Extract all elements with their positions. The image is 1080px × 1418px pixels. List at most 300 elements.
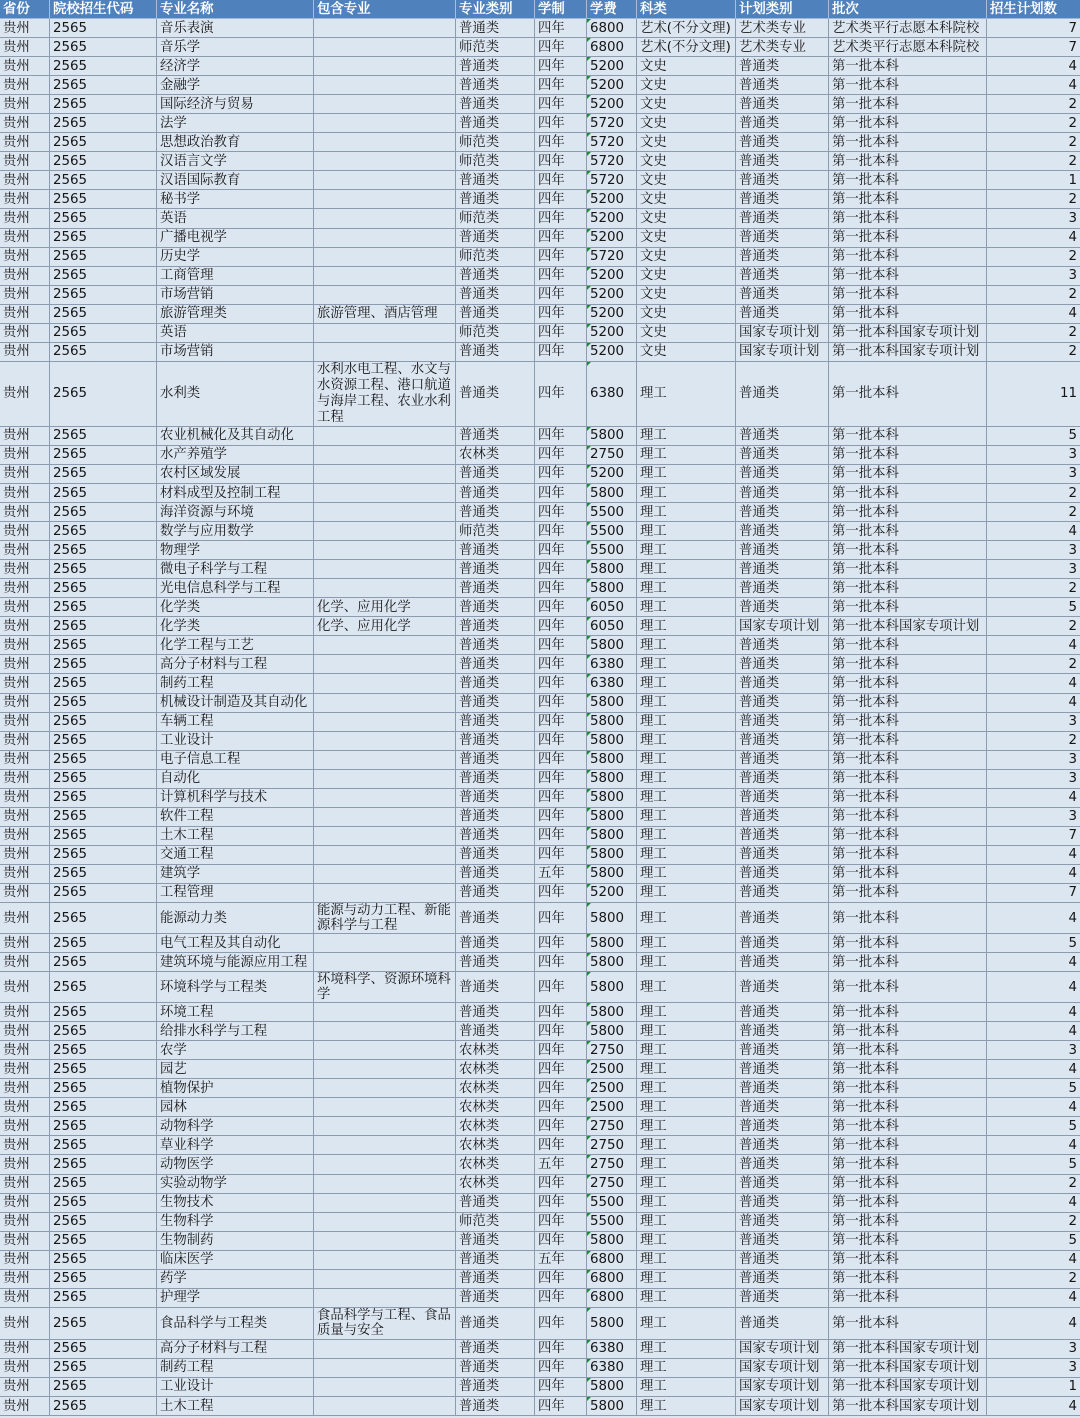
cell-tuition: 5800 (587, 903, 637, 933)
cell-subject-track: 文史 (637, 190, 736, 208)
cell-plan-type: 普通类 (736, 674, 829, 692)
cell-tuition: 5800 (587, 846, 637, 864)
cell-province: 贵州 (0, 953, 50, 971)
cell-province: 贵州 (0, 76, 50, 94)
cell-school-code: 2565 (50, 305, 157, 323)
cell-province: 贵州 (0, 617, 50, 635)
cell-study-length: 四年 (535, 953, 587, 971)
cell-major-category: 普通类 (456, 846, 535, 864)
cell-plan-count: 2 (1068, 1176, 1077, 1192)
cell-plan-count: 3 (1068, 466, 1077, 482)
cell-plan-count: 4 (1068, 637, 1077, 653)
cell-subject-track: 理工 (637, 1194, 736, 1212)
cell-included-majors (314, 171, 456, 189)
table-row (0, 1175, 1080, 1194)
cell-plan-type: 普通类 (736, 267, 829, 285)
cell-subject-track: 理工 (637, 884, 736, 902)
cell-admission-batch: 第一批本科 (829, 655, 987, 673)
cell-study-length: 四年 (535, 1060, 587, 1078)
cell-plan-count: 4 (1068, 1137, 1077, 1153)
table-row (0, 1079, 1080, 1098)
cell-plan-type: 普通类 (736, 1117, 829, 1135)
cell-study-length: 四年 (535, 95, 587, 113)
cell-tuition: 5800 (587, 713, 637, 731)
cell-major-name: 园林 (157, 1098, 314, 1116)
table-row (0, 76, 1080, 95)
cell-school-code: 2565 (50, 1289, 157, 1307)
cell-plan-count: 4 (1068, 1099, 1077, 1115)
cell-admission-batch: 第一批本科 (829, 953, 987, 971)
cell-included-majors (314, 1175, 456, 1193)
cell-major-name: 生物科学 (157, 1213, 314, 1231)
cell-included-majors (314, 770, 456, 788)
cell-study-length: 四年 (535, 713, 587, 731)
cell-subject-track: 理工 (637, 732, 736, 750)
table-row (0, 846, 1080, 865)
cell-major-name: 材料成型及控制工程 (157, 484, 314, 502)
cell-admission-batch: 第一批本科 (829, 713, 987, 731)
cell-tuition: 5200 (587, 229, 637, 247)
cell-major-category: 普通类 (456, 789, 535, 807)
cell-school-code: 2565 (50, 655, 157, 673)
cell-subject-track: 理工 (637, 1308, 736, 1339)
cell-plan-type: 普通类 (736, 229, 829, 247)
cell-subject-track: 理工 (637, 972, 736, 1002)
cell-plan-type: 国家专项计划 (736, 1378, 829, 1396)
table-row (0, 865, 1080, 884)
cell-plan-type: 国家专项计划 (736, 324, 829, 342)
cell-province: 贵州 (0, 1397, 50, 1415)
cell-admission-batch: 第一批本科 (829, 133, 987, 151)
cell-tuition: 5800 (587, 827, 637, 845)
header-major-category: 专业类别 (456, 0, 535, 18)
cell-major-category: 普通类 (456, 57, 535, 75)
cell-school-code: 2565 (50, 152, 157, 170)
cell-subject-track: 理工 (637, 827, 736, 845)
cell-province: 贵州 (0, 1251, 50, 1269)
cell-major-name: 广播电视学 (157, 229, 314, 247)
cell-plan-count: 3 (1068, 268, 1077, 284)
cell-admission-batch: 第一批本科 (829, 1251, 987, 1269)
cell-tuition: 5200 (587, 465, 637, 483)
cell-major-name: 电子信息工程 (157, 751, 314, 769)
cell-school-code: 2565 (50, 1232, 157, 1250)
cell-study-length: 四年 (535, 598, 587, 616)
table-row (0, 484, 1080, 503)
cell-plan-type: 普通类 (736, 770, 829, 788)
cell-admission-batch: 第一批本科 (829, 789, 987, 807)
cell-major-category: 普通类 (456, 465, 535, 483)
cell-province: 贵州 (0, 1041, 50, 1059)
cell-province: 贵州 (0, 19, 50, 37)
cell-plan-type: 普通类 (736, 579, 829, 597)
cell-tuition: 5720 (587, 152, 637, 170)
cell-included-majors (314, 152, 456, 170)
cell-province: 贵州 (0, 1175, 50, 1193)
cell-tuition: 5800 (587, 865, 637, 883)
cell-plan-count: 7 (1068, 39, 1077, 55)
cell-tuition: 5200 (587, 324, 637, 342)
cell-included-majors: 食品科学与工程、食品质量与安全 (314, 1308, 456, 1339)
cell-plan-count: 5 (1068, 1157, 1077, 1172)
cell-plan-count: 3 (1068, 210, 1077, 226)
cell-plan-count: 3 (1068, 752, 1077, 768)
cell-major-category: 普通类 (456, 362, 535, 426)
table-row (0, 286, 1080, 305)
table-row (0, 636, 1080, 655)
cell-school-code: 2565 (50, 267, 157, 285)
cell-plan-type: 普通类 (736, 972, 829, 1002)
cell-admission-batch: 第一批本科 (829, 674, 987, 692)
cell-admission-batch: 第一批本科国家专项计划 (829, 343, 987, 361)
cell-plan-type: 普通类 (736, 541, 829, 559)
cell-major-category: 普通类 (456, 1232, 535, 1250)
cell-province: 贵州 (0, 248, 50, 266)
cell-plan-type: 普通类 (736, 248, 829, 266)
cell-subject-track: 理工 (637, 751, 736, 769)
cell-plan-type: 普通类 (736, 694, 829, 712)
table-row (0, 465, 1080, 484)
cell-tuition: 6800 (587, 19, 637, 37)
cell-study-length: 四年 (535, 903, 587, 933)
cell-plan-count: 3 (1068, 1042, 1077, 1058)
cell-major-category: 普通类 (456, 579, 535, 597)
cell-admission-batch: 第一批本科国家专项计划 (829, 1397, 987, 1415)
cell-admission-batch: 第一批本科 (829, 95, 987, 113)
cell-plan-type: 普通类 (736, 1213, 829, 1231)
table-row (0, 343, 1080, 362)
cell-subject-track: 文史 (637, 152, 736, 170)
cell-plan-type: 普通类 (736, 76, 829, 94)
cell-major-name: 经济学 (157, 57, 314, 75)
cell-province: 贵州 (0, 1359, 50, 1377)
table-row (0, 953, 1080, 972)
cell-admission-batch: 第一批本科 (829, 934, 987, 952)
cell-included-majors (314, 114, 456, 132)
cell-tuition: 5200 (587, 305, 637, 323)
cell-major-name: 水产养殖学 (157, 446, 314, 464)
cell-subject-track: 文史 (637, 343, 736, 361)
cell-province: 贵州 (0, 808, 50, 826)
cell-school-code: 2565 (50, 770, 157, 788)
cell-study-length: 四年 (535, 343, 587, 361)
cell-included-majors: 旅游管理、酒店管理 (314, 305, 456, 323)
cell-plan-count: 5 (1068, 1118, 1077, 1134)
cell-tuition: 5800 (587, 579, 637, 597)
cell-included-majors (314, 503, 456, 521)
cell-school-code: 2565 (50, 229, 157, 247)
cell-included-majors (314, 846, 456, 864)
cell-major-category: 农林类 (456, 1117, 535, 1135)
header-tuition: 学费 (587, 0, 637, 18)
cell-subject-track: 理工 (637, 560, 736, 578)
cell-major-name: 园艺 (157, 1060, 314, 1078)
cell-included-majors (314, 229, 456, 247)
table-row (0, 903, 1080, 934)
cell-major-category: 农林类 (456, 1041, 535, 1059)
cell-admission-batch: 第一批本科 (829, 1060, 987, 1078)
cell-included-majors (314, 1079, 456, 1097)
cell-school-code: 2565 (50, 674, 157, 692)
cell-province: 贵州 (0, 114, 50, 132)
table-row (0, 1194, 1080, 1213)
cell-plan-type: 普通类 (736, 465, 829, 483)
cell-major-category: 普通类 (456, 1270, 535, 1288)
cell-plan-count: 2 (1068, 344, 1077, 360)
cell-subject-track: 理工 (637, 465, 736, 483)
cell-included-majors (314, 1194, 456, 1212)
cell-major-name: 自动化 (157, 770, 314, 788)
cell-tuition: 6800 (587, 38, 637, 56)
cell-major-category: 普通类 (456, 1308, 535, 1339)
cell-included-majors (314, 751, 456, 769)
cell-admission-batch: 第一批本科 (829, 1041, 987, 1059)
cell-included-majors (314, 789, 456, 807)
cell-included-majors (314, 884, 456, 902)
cell-major-category: 普通类 (456, 732, 535, 750)
cell-school-code: 2565 (50, 427, 157, 445)
cell-plan-type: 普通类 (736, 209, 829, 227)
cell-plan-type: 普通类 (736, 1251, 829, 1269)
cell-tuition: 2500 (587, 1098, 637, 1116)
cell-major-name: 秘书学 (157, 190, 314, 208)
cell-study-length: 四年 (535, 1359, 587, 1377)
cell-included-majors (314, 1003, 456, 1021)
cell-subject-track: 理工 (637, 789, 736, 807)
cell-plan-count: 2 (1068, 134, 1077, 150)
cell-major-category: 农林类 (456, 1175, 535, 1193)
cell-subject-track: 理工 (637, 636, 736, 654)
cell-included-majors (314, 1270, 456, 1288)
table-row (0, 827, 1080, 846)
cell-subject-track: 理工 (637, 1251, 736, 1269)
cell-subject-track: 理工 (637, 503, 736, 521)
table-row (0, 1340, 1080, 1359)
cell-tuition: 2750 (587, 446, 637, 464)
cell-major-category: 普通类 (456, 305, 535, 323)
cell-major-name: 软件工程 (157, 808, 314, 826)
cell-plan-count: 3 (1068, 542, 1077, 558)
cell-admission-batch: 第一批本科 (829, 465, 987, 483)
cell-major-name: 环境科学与工程类 (157, 972, 314, 1002)
table-row (0, 808, 1080, 827)
cell-plan-type: 普通类 (736, 1060, 829, 1078)
table-row (0, 95, 1080, 114)
cell-major-category: 普通类 (456, 560, 535, 578)
cell-included-majors (314, 522, 456, 540)
cell-school-code: 2565 (50, 1175, 157, 1193)
table-row (0, 229, 1080, 248)
cell-school-code: 2565 (50, 76, 157, 94)
cell-province: 贵州 (0, 286, 50, 304)
cell-school-code: 2565 (50, 1060, 157, 1078)
cell-tuition: 5800 (587, 1022, 637, 1040)
cell-study-length: 四年 (535, 1003, 587, 1021)
cell-plan-type: 普通类 (736, 286, 829, 304)
cell-study-length: 五年 (535, 1251, 587, 1269)
cell-admission-batch: 艺术类平行志愿本科院校 (829, 19, 987, 37)
cell-tuition: 6050 (587, 598, 637, 616)
cell-tuition: 5800 (587, 953, 637, 971)
cell-major-category: 普通类 (456, 808, 535, 826)
cell-plan-count: 2 (1068, 504, 1077, 520)
cell-plan-type: 普通类 (736, 1041, 829, 1059)
cell-included-majors (314, 541, 456, 559)
cell-subject-track: 理工 (637, 808, 736, 826)
table-row (0, 305, 1080, 324)
cell-tuition: 5200 (587, 190, 637, 208)
cell-major-category: 普通类 (456, 95, 535, 113)
header-admission-batch: 批次 (829, 0, 987, 18)
cell-major-name: 音乐学 (157, 38, 314, 56)
cell-study-length: 四年 (535, 19, 587, 37)
cell-province: 贵州 (0, 343, 50, 361)
cell-province: 贵州 (0, 1289, 50, 1307)
cell-major-name: 动物医学 (157, 1155, 314, 1173)
cell-included-majors (314, 1289, 456, 1307)
cell-major-category: 师范类 (456, 324, 535, 342)
cell-major-name: 能源动力类 (157, 903, 314, 933)
cell-plan-type: 普通类 (736, 95, 829, 113)
cell-province: 贵州 (0, 846, 50, 864)
cell-subject-track: 理工 (637, 1003, 736, 1021)
table-row (0, 1308, 1080, 1340)
cell-study-length: 四年 (535, 541, 587, 559)
cell-tuition: 5500 (587, 503, 637, 521)
cell-subject-track: 理工 (637, 1175, 736, 1193)
cell-province: 贵州 (0, 427, 50, 445)
cell-major-name: 市场营销 (157, 286, 314, 304)
cell-plan-count: 2 (1068, 1271, 1077, 1287)
cell-tuition: 5200 (587, 286, 637, 304)
cell-major-category: 普通类 (456, 884, 535, 902)
cell-study-length: 四年 (535, 827, 587, 845)
cell-included-majors (314, 133, 456, 151)
cell-study-length: 四年 (535, 617, 587, 635)
cell-major-name: 农业机械化及其自动化 (157, 427, 314, 445)
cell-school-code: 2565 (50, 846, 157, 864)
cell-admission-batch: 第一批本科 (829, 694, 987, 712)
table-row (0, 1098, 1080, 1117)
cell-subject-track: 文史 (637, 133, 736, 151)
cell-tuition: 5800 (587, 636, 637, 654)
cell-included-majors (314, 808, 456, 826)
cell-subject-track: 理工 (637, 1060, 736, 1078)
cell-province: 贵州 (0, 362, 50, 426)
cell-tuition: 5800 (587, 1378, 637, 1396)
cell-tuition: 5800 (587, 1308, 637, 1339)
table-row (0, 1155, 1080, 1174)
cell-major-category: 师范类 (456, 38, 535, 56)
cell-tuition: 5720 (587, 133, 637, 151)
cell-subject-track: 理工 (637, 674, 736, 692)
cell-province: 贵州 (0, 1136, 50, 1154)
cell-major-name: 环境工程 (157, 1003, 314, 1021)
cell-plan-count: 4 (1068, 1004, 1077, 1020)
cell-subject-track: 理工 (637, 1041, 736, 1059)
cell-admission-batch: 第一批本科国家专项计划 (829, 1378, 987, 1396)
cell-included-majors (314, 1022, 456, 1040)
table-row (0, 152, 1080, 171)
cell-major-name: 旅游管理类 (157, 305, 314, 323)
table-row (0, 713, 1080, 732)
table-row (0, 267, 1080, 286)
cell-major-name: 历史学 (157, 248, 314, 266)
cell-included-majors (314, 248, 456, 266)
cell-plan-count: 7 (1068, 828, 1077, 844)
cell-included-majors: 能源与动力工程、新能源科学与工程 (314, 903, 456, 933)
table-row (0, 1359, 1080, 1378)
cell-admission-batch: 第一批本科 (829, 209, 987, 227)
cell-subject-track: 艺术(不分文理) (637, 19, 736, 37)
cell-study-length: 四年 (535, 522, 587, 540)
cell-major-name: 英语 (157, 324, 314, 342)
cell-plan-count: 4 (1068, 523, 1077, 539)
cell-tuition: 5200 (587, 343, 637, 361)
cell-included-majors (314, 76, 456, 94)
cell-admission-batch: 第一批本科国家专项计划 (829, 617, 987, 635)
cell-major-name: 电气工程及其自动化 (157, 934, 314, 952)
table-body (0, 19, 1080, 1416)
cell-included-majors: 化学、应用化学 (314, 598, 456, 616)
cell-province: 贵州 (0, 522, 50, 540)
cell-school-code: 2565 (50, 1003, 157, 1021)
cell-plan-count: 2 (1068, 191, 1077, 207)
cell-major-name: 生物技术 (157, 1194, 314, 1212)
cell-study-length: 四年 (535, 133, 587, 151)
cell-school-code: 2565 (50, 1378, 157, 1396)
cell-school-code: 2565 (50, 522, 157, 540)
cell-subject-track: 理工 (637, 1289, 736, 1307)
cell-included-majors (314, 579, 456, 597)
cell-included-majors (314, 827, 456, 845)
cell-province: 贵州 (0, 1098, 50, 1116)
header-school-code: 院校招生代码 (50, 0, 157, 18)
cell-study-length: 四年 (535, 1022, 587, 1040)
cell-study-length: 四年 (535, 76, 587, 94)
cell-included-majors (314, 713, 456, 731)
cell-tuition: 2750 (587, 1155, 637, 1173)
cell-school-code: 2565 (50, 1136, 157, 1154)
cell-admission-batch: 第一批本科 (829, 190, 987, 208)
cell-subject-track: 理工 (637, 446, 736, 464)
cell-province: 贵州 (0, 903, 50, 933)
cell-subject-track: 理工 (637, 1378, 736, 1396)
cell-province: 贵州 (0, 503, 50, 521)
cell-included-majors (314, 190, 456, 208)
cell-tuition: 5200 (587, 95, 637, 113)
cell-plan-type: 普通类 (736, 57, 829, 75)
cell-plan-count: 4 (1068, 1252, 1077, 1268)
cell-study-length: 四年 (535, 1397, 587, 1415)
cell-plan-type: 普通类 (736, 171, 829, 189)
cell-plan-count: 4 (1068, 1061, 1077, 1077)
cell-province: 贵州 (0, 1213, 50, 1231)
cell-included-majors (314, 1155, 456, 1173)
cell-major-category: 普通类 (456, 343, 535, 361)
cell-admission-batch: 第一批本科 (829, 152, 987, 170)
cell-study-length: 四年 (535, 934, 587, 952)
cell-admission-batch: 第一批本科 (829, 305, 987, 323)
cell-included-majors (314, 655, 456, 673)
cell-plan-type: 普通类 (736, 808, 829, 826)
cell-major-category: 师范类 (456, 248, 535, 266)
cell-major-category: 普通类 (456, 674, 535, 692)
cell-major-category: 普通类 (456, 1003, 535, 1021)
cell-admission-batch: 第一批本科 (829, 362, 987, 426)
cell-province: 贵州 (0, 465, 50, 483)
cell-study-length: 四年 (535, 1270, 587, 1288)
